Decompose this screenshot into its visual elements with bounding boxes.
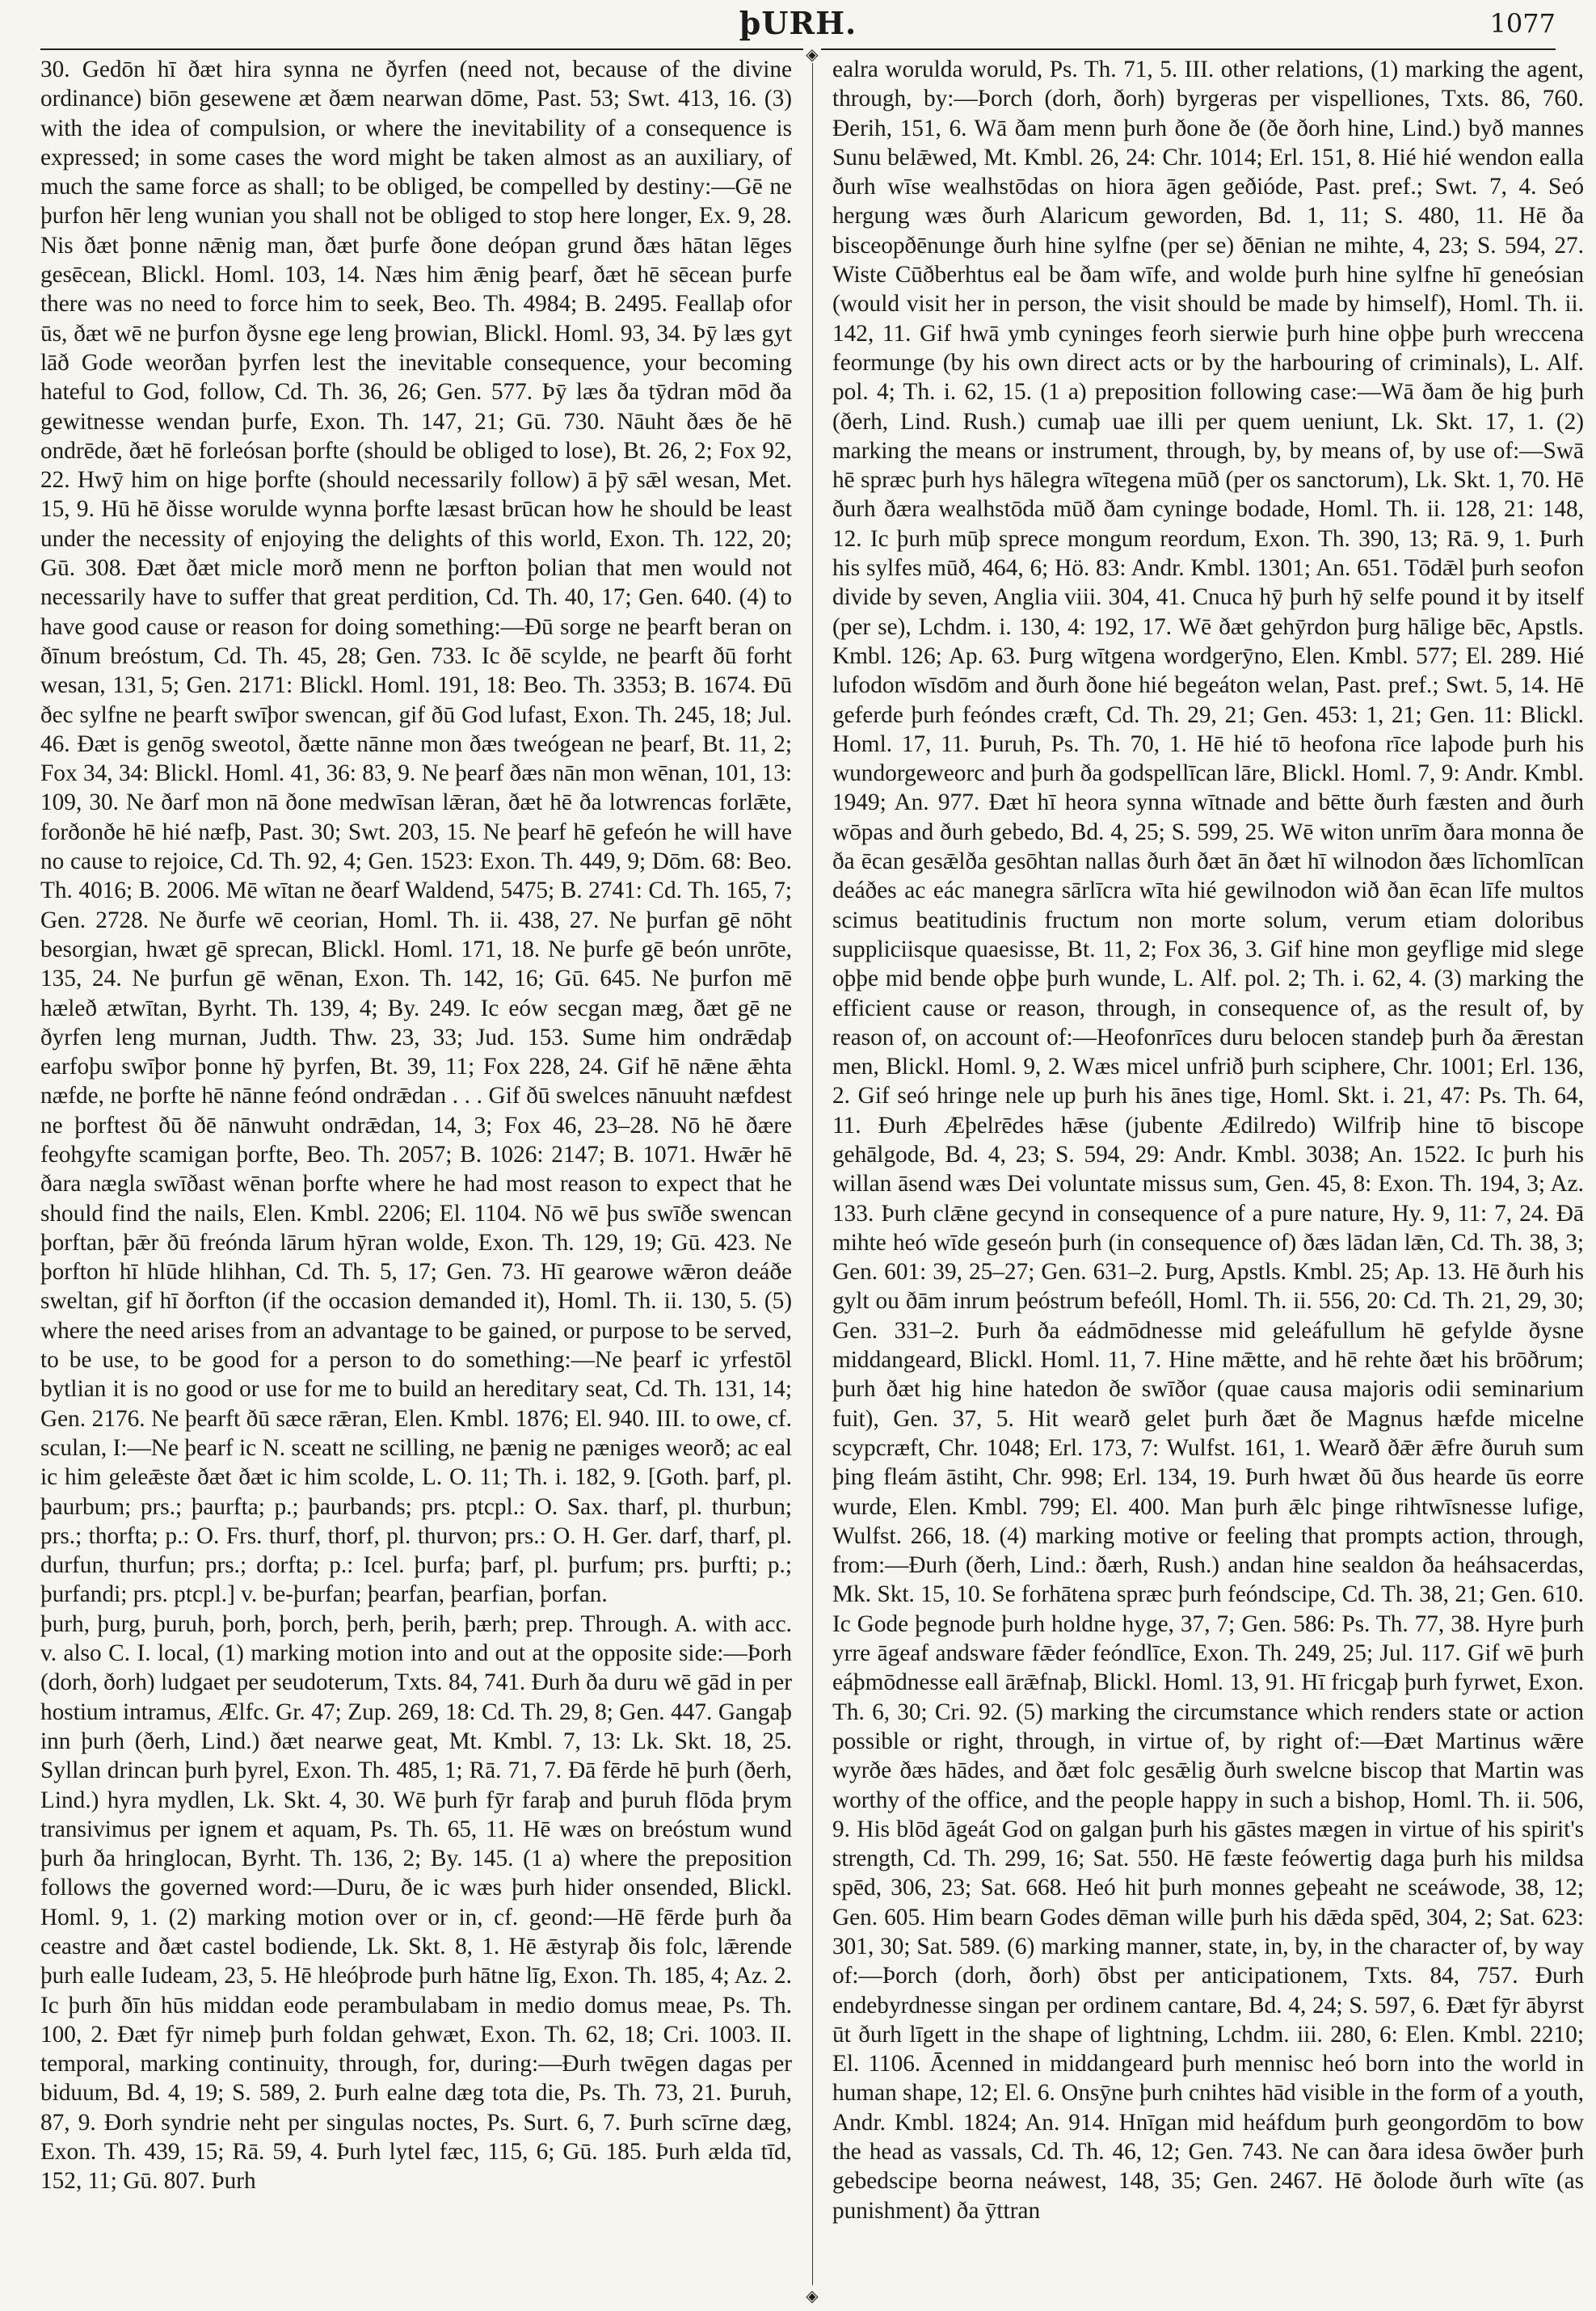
running-head: þURH.: [739, 5, 857, 41]
column-ornament-icon: ◈: [803, 45, 821, 63]
right-column: [832, 55, 1584, 2285]
text-columns: [40, 44, 1584, 2305]
entry-paragraph: 30. Gedōn hī ðæt hira synna ne ðyrfen (need not, because of the divine ordinance) biōn gesewene æt ðæm nearwan dōme, Past. 53; Swt. 413, 16. (3) with the idea of compulsion, or where the inevitability of a consequence is expressed; in some cases the word might be taken almost as an auxiliary, of much the same force as shall; to be obliged, be compelled by destiny:—Gē ne þurfon hēr leng wunian you shall not be obliged to stop here longer, Ex. 9, 28. Nis ðæt þonne nǣnig man, ðæt þurfe ðone deópan grund ðæs hātan lēges gesēcean, Blickl. Homl. 103, 14. Næs him ǣnig þearf, ðæt hē sēcean þurfe there was no need to force him to seek, Beo. Th. 4984; B. 2495. Feallaþ ofor ūs, ðæt wē ne þurfon ðysne ege leng þrowian, Blickl. Homl. 93, 34. Þȳ læs gyt lāð Gode weorðan þyrfen lest the inevitable consequence, your becoming hateful to God, follow, Cd. Th. 36, 26; Gen. 577. Þȳ læs ða tȳdran mōd ða gewitnesse wendan þurfe, Exon. Th. 147, 21; Gū. 730. Nāuht ðæs ðe hē ondrēde, ðæt hē forleósan þorfte (should be obliged to lose), Bt. 26, 2; Fox 92, 22. Hwȳ him on hige þorfte (should necessarily follow) ā þȳ sǣl wesan, Met. 15, 9. Hū hē ðisse worulde wynna þorfte læsast brūcan how he should be least under the necessity of enjoying the delights of this world, Exon. Th. 122, 20; Gū. 308. Ðæt ðæt micle morð menn ne þorfton þolian that men would not necessarily have to suffer that great perdition, Cd. Th. 40, 17; Gen. 640. (4) to have good cause or reason for doing something:—Ðū sorge ne þearft beran on ðīnum breóstum, Cd. Th. 45, 28; Gen. 733. Ic ðē scylde, ne þearft ðū forht wesan, 131, 5; Gen. 2171: Blickl. Homl. 191, 18: Beo. Th. 3353; B. 1674. Ðū ðec sylfne ne þearft swīþor swencan, gif ðū God lufast, Exon. Th. 245, 18; Jul. 46. Ðæt is genōg sweotol, ðætte nānne mon ðæs tweógean ne þearf, Bt. 11, 2; Fox 34, 34: Blickl. Homl. 41, 36: 83, 9. Ne þearf ðæs nān mon wēnan, 101, 13: 109, 30. Ne ðarf mon nā ðone medwīsan lǣran, ðæt hē ða lotwrencas forlǣte, forðonðe hē hié næfþ, Past. 30; Swt. 203, 15. Ne þearf hē gefeón he will have no cause to rejoice, Cd. Th. 92, 4; Gen. 1523: Exon. Th. 449, 9; Dōm. 68: Beo. Th. 4016; B. 2006. Mē wītan ne ðearf Waldend, 5475; B. 2741: Cd. Th. 165, 7; Gen. 2728. Ne ðurfe wē ceorian, Homl. Th. ii. 438, 27. Ne þurfan gē nōht besorgian, hwæt gē sprecan, Blickl. Homl. 171, 18. Ne þurfe gē beón unrōte, 135, 24. Ne þurfun gē wēnan, Exon. Th. 142, 16; Gū. 645. Ne þurfon mē hæleð ætwītan, Byrht. Th. 139, 4; By. 249. Ic eów secgan mæg, ðæt gē ne ðyrfen leng murnan, Judth. Thw. 23, 33; Jud. 153. Sume him ondrǣdaþ earfoþu swīþor þonne hȳ þyrfen, Bt. 39, 11; Fox 228, 24. Gif hē nǣne ǣhta næfde, ne þorfte hē nānne feónd ondrǣdan . . . Gif ðū swelces nānuuht næfdest ne þorftest ðū ðē nānwuht ondrǣdan, 14, 3; Fox 46, 23–28. Nō hē ðære feohgyfte scamigan þorfte, Beo. Th. 2057; B. 1026: 2147; B. 1071. Hwǣr hē ðara nægla swīðast wēnan þorfte where he had most reason to expect that he should find the nails, Elen. Kmbl. 2206; El. 1104. Nō wē þus swīðe swencan þorftan, þǣr ðū freónda lārum hȳran wolde, Exon. Th. 129, 19; Gū. 423. Ne þorfton hī hlūde hlihhan, Cd. Th. 5, 17; Gen. 73. Hī gearowe wǣron deáðe sweltan, gif hī ðorfton (if the occasion demanded it), Homl. Th. ii. 130, 5. (5) where the need arises from an advantage to be gained, or purpose to be served, to be use, to be good for a person to do something:—Ne þearf ic yrfestōl bytlian it is no good or use for me to build an hereditary seat, Cd. Th. 131, 14; Gen. 2176. Ne þearft ðū sæce rǣran, Elen. Kmbl. 1876; El. 940. III. to owe, cf. sculan, I:—Ne þearf ic N. sceatt ne scilling, ne þænig ne pæniges weorð; ac eal ic him geleǣste ðæt ðæt ic him scolde, L. O. 11; Th. i. 182, 9. [Goth. þarf, pl. þaurbum; prs.; þaurfta; p.; þaurbands; prs. ptcpl.: O. Sax. tharf, pl. thurbun; prs.; thorfta; p.: O. Frs. thurf, thorf, pl. thurvon; prs.: O. H. Ger. darf, tharf, pl. durfun, thurfun; prs.; dorfta; p.: Icel. þurfa; þarf, pl. þurfum; prs. þurfti; p.; þurfandi; prs. ptcpl.] v. be-þurfan; þearfan, þearfian, þorfan.: [40, 57, 792, 1608]
column-rule: [812, 55, 813, 2285]
column-ornament-icon: ◈: [803, 2287, 821, 2305]
page-header: [40, 0, 1556, 50]
entry-paragraph: ealra worulda woruld, Ps. Th. 71, 5. III. other relations, (1) marking the agent, through, by:—Þorch (dorh, ðorh) byrgeras per vispelliones, Txts. 86, 760. Ðerih, 151, 6. Wā ðam menn þurh ðone ðe (ðe ðorh hine, Lind.) byð mannes Sunu belǣwed, Mt. Kmbl. 26, 24: Chr. 1014; Erl. 151, 8. Hié hié wendon ealla ðurh wīse wealhstōdas on hiora āgen geðióde, Past. pref.; Swt. 7, 4. Seó hergung wæs ðurh Alaricum geworden, Bd. 1, 11; S. 480, 11. Hē ða bisceopðēnunge ðurh hine sylfne (per se) ðēnian ne mihte, 4, 23; S. 594, 27. Wiste Cūðberhtus eal be ðam wīfe, and wolde þurh hine sylfne hī geneósian (would visit her in person, the visit should be made by himself), Homl. Th. ii. 142, 11. Gif hwā ymb cyninges feorh sierwie þurh hine oþþe þurh wreccena feormunge (by his own direct acts or by the harbouring of criminals), L. Alf. pol. 4; Th. i. 62, 15. (1 a) preposition following case:—Wā ðam ðe hig þurh (ðerh, Lind. Rush.) cumaþ uae illi per quem ueniunt, Lk. Skt. 17, 1. (2) marking the means or instrument, through, by, by means of, by use of:—Swā hē spræc þurh hys hālegra wītegena mūð (per os sanctorum), Lk. Skt. 1, 70. Hē ðurh ðæra wealhstōda mūð ðam cyninge bodade, Homl. Th. ii. 128, 21: 148, 12. Ic þurh mūþ sprece mongum reordum, Exon. Th. 390, 13; Rā. 9, 1. Þurh his sylfes mūð, 464, 6; Hö. 83: Andr. Kmbl. 1301; An. 651. Tōdǣl þurh seofon divide by seven, Anglia viii. 304, 41. Cnuca hȳ þurh hȳ selfe pound it by itself (per se), Lchdm. i. 130, 4: 192, 17. Wē ðæt gehȳrdon þurg hālige bēc, Apstls. Kmbl. 126; Ap. 63. Þurg wītgena wordgerȳno, Elen. Kmbl. 577; El. 289. Hié lufodon wīsdōm and ðurh ðone hié begeáton welan, Past. pref.; Swt. 5, 14. Hē geferde þurh feóndes cræft, Cd. Th. 29, 21; Gen. 453: 1, 21; Gen. 11: Blickl. Homl. 17, 11. Þuruh, Ps. Th. 70, 1. Hē hié tō heofona rīce laþode þurh his wundorgeweorc and þurh ða godspellīcan lāre, Blickl. Homl. 7, 9: Andr. Kmbl. 1949; An. 977. Ðæt hī heora synna wītnade and bētte ðurh fæsten and ðurh wōpas and ðurh gebedo, Bd. 4, 25; S. 599, 25. Wē witon unrīm ðara monna ðe ða ēcan gesǣlða gesōhtan nallas ðurh ðæt ān ðæt hī wilnodon ðæs līchomlīcan deáðes ac eác manegra sārlīcra wīta hié gewilnodon wið ðan ēcan līfe multos scimus beatitudinis fructum non morte solum, verum etiam doloribus suppliciisque quaesisse, Bt. 11, 2; Fox 36, 3. Gif hine mon geyflige mid slege oþþe mid bende oþþe þurh wunde, L. Alf. pol. 2; Th. i. 62, 4. (3) marking the efficient cause or reason, through, in consequence of, as the result of, by reason of, on account of:—Heofonrīces duru belocen standeþ þurh ða ǣrestan men, Blickl. Homl. 9, 2. Wæs micel unfrið þurh sciphere, Chr. 1001; Erl. 136, 2. Gif seó hringe nele up þurh his ānes tige, Homl. Skt. i. 21, 47: Ps. Th. 64, 11. Ðurh Æþelrēdes hǣse (jubente Ædilredo) Wilfriþ hine tō biscope gehālgode, Bd. 4, 23; S. 594, 29: Andr. Kmbl. 3038; An. 1522. Ic þurh his willan āsend wæs Dei voluntate missus sum, Gen. 45, 8: Exon. Th. 194, 3; Az. 133. Þurh clǣne gecynd in consequence of a pure nature, Hy. 9, 11: 7, 24. Ðā mihte heó wīde geseón þurh (in consequence of) ðæs lādan lǣn, Cd. Th. 38, 3; Gen. 601: 39, 25–27; Gen. 631–2. Þurg, Apstls. Kmbl. 25; Ap. 13. Hē ðurh his gylt ou ðām inrum þeóstrum befeóll, Homl. Th. ii. 556, 20: Cd. Th. 21, 29, 30; Gen. 331–2. Þurh ða eádmōdnesse mid geleáfullum hē gefylde ðysne middangeard, Blickl. Homl. 11, 7. Hine mǣtte, and hē rehte ðæt his brōðrum; þurh ðæt hig hine hatedon ðe swīðor (quae causa majoris odii seminarium fuit), Gen. 37, 5. Hit wearð gelet þurh ðæt ðe Magnus hæfde micelne scypcræft, Chr. 1048; Erl. 173, 7: Wulfst. 161, 1. Wearð ðǣr ǣfre ðuruh sum þing fleám āstiht, Chr. 998; Erl. 134, 19. Þurh hwæt ðū ðus hearde ūs eorre wurde, Elen. Kmbl. 799; El. 400. Man þurh ǣlc þinge rihtwīsnesse lufige, Wulfst. 266, 18. (4) marking motive or feeling that prompts action, through, from:—Ðurh (ðerh, Lind.: ðærh, Rush.) andan hine sealdon ða heáhsacerdas, Mk. Skt. 15, 10. Se forhātena spræc þurh feóndscipe, Cd. Th. 38, 21; Gen. 610. Ic Gode þegnode þurh holdne hyge, 37, 7; Gen. 586: Ps. Th. 77, 38. Hyre þurh yrre āgeaf andsware fǣder feóndlīce, Exon. Th. 249, 25; Jul. 117. Gif wē þurh eáþmōdnesse eall ārǣfnaþ, Blickl. Homl. 13, 91. Hī fricgaþ þurh fyrwet, Exon. Th. 6, 30; Cri. 92. (5) marking the circumstance which renders state or action possible or right, through, in virtue of, by right of:—Ðæt Martinus wǣre wyrðe ðæs hādes, and ðæt folc gesǣlig ðurh swelcne biscop that Martin was worthy of the office, and the people happy in such a bishop, Homl. Th. ii. 506, 9. His blōd āgeát God on galgan þurh his gāstes mægen in virtue of his spirit's strength, Cd. Th. 299, 16; Sat. 550. Hē fæste feówertig daga þurh his mildsa spēd, 306, 23; Sat. 668. Heó hit þurh monnes geþeaht ne sceáwode, 38, 12; Gen. 605. Him bearn Godes dēman wille þurh his dǣda spēd, 304, 2; Sat. 623: 301, 30; Sat. 589. (6) marking manner, state, in, by, in the character of, by way of:—Þorch (dorh, ðorh) ōbst per anticipationem, Txts. 84, 757. Ðurh endebyrdnesse singan per ordinem cantare, Bd. 4, 24; S. 597, 6. Ðæt fȳr ābyrst ūt ðurh līgett in the shape of lightning, Lchdm. iii. 280, 6: Elen. Kmbl. 2210; El. 1106. Ācenned in middangeard þurh mennisc heó born into the world in human shape, 12; El. 6. Onsȳne þurh cnihtes hād visible in the form of a youth, Andr. Kmbl. 1824; An. 914. Hnīgan mid heáfdum þurh geongordōm to bow the head as vassals, Cd. Th. 46, 12; Gen. 743. Ne can ðara idesa ōwðer þurh gebedscipe beorna neáwest, 148, 35; Gen. 2467. Hē ðolode ðurh wīte (as punishment) ða ȳttran: [832, 57, 1584, 2224]
entry-paragraph: þurh, þurg, þuruh, þorh, þorch, þerh, þerih, þærh; prep. Through. A. with acc. v. also C. I. local, (1) marking motion into and out at the opposite side:—Þorh (dorh, ðorh) ludgaet per seudoterum, Txts. 84, 741. Ðurh ða duru wē gād in per hostium intramus, Ælfc. Gr. 47; Zup. 269, 18: Cd. Th. 29, 8; Gen. 447. Gangaþ inn þurh (ðerh, Lind.) ðæt nearwe geat, Mt. Kmbl. 7, 13: Lk. Skt. 18, 25. Syllan drincan þurh þyrel, Exon. Th. 485, 1; Rā. 71, 7. Ðā fērde hē þurh (ðerh, Lind.) hyra mydlen, Lk. Skt. 4, 30. Wē þurh fȳr faraþ and þuruh flōda þrym transivimus per ignem et aquam, Ps. Th. 65, 11. Hē wæs on breóstum wund þurh ða hringlocan, Byrht. Th. 136, 2; By. 145. (1 a) where the preposition follows the governed word:—Duru, ðe ic wæs þurh hider onsended, Blickl. Homl. 9, 1. (2) marking motion over or in, cf. geond:—Hē fērde þurh ða ceastre and ðæt castel bodiende, Lk. Skt. 8, 1. Hē ǣstyraþ ðis folc, lǣrende þurh ealle Iudeam, 23, 5. Hē hleóþrode þurh hātne līg, Exon. Th. 185, 4; Az. 2. Ic þurh ðīn hūs middan eode perambulabam in medio domus meae, Ps. Th. 100, 2. Ðæt fȳr nimeþ þurh foldan gehwæt, Exon. Th. 62, 18; Cri. 1003. II. temporal, marking continuity, through, for, during:—Ðurh twēgen dagas per biduum, Bd. 4, 19; S. 589, 2. Þurh ealne dæg tota die, Ps. Th. 73, 21. Þuruh, 87, 9. Ðorh syndrie neht per singulas noctes, Ps. Surt. 6, 7. Þurh scīrne dæg, Exon. Th. 439, 15; Rā. 59, 4. Þurh lytel fæc, 115, 6; Gū. 185. Þurh ælda tīd, 152, 11; Gū. 807. Þurh: [40, 1610, 792, 2195]
left-column: [40, 55, 792, 2285]
page-number: 1077: [1489, 8, 1556, 39]
